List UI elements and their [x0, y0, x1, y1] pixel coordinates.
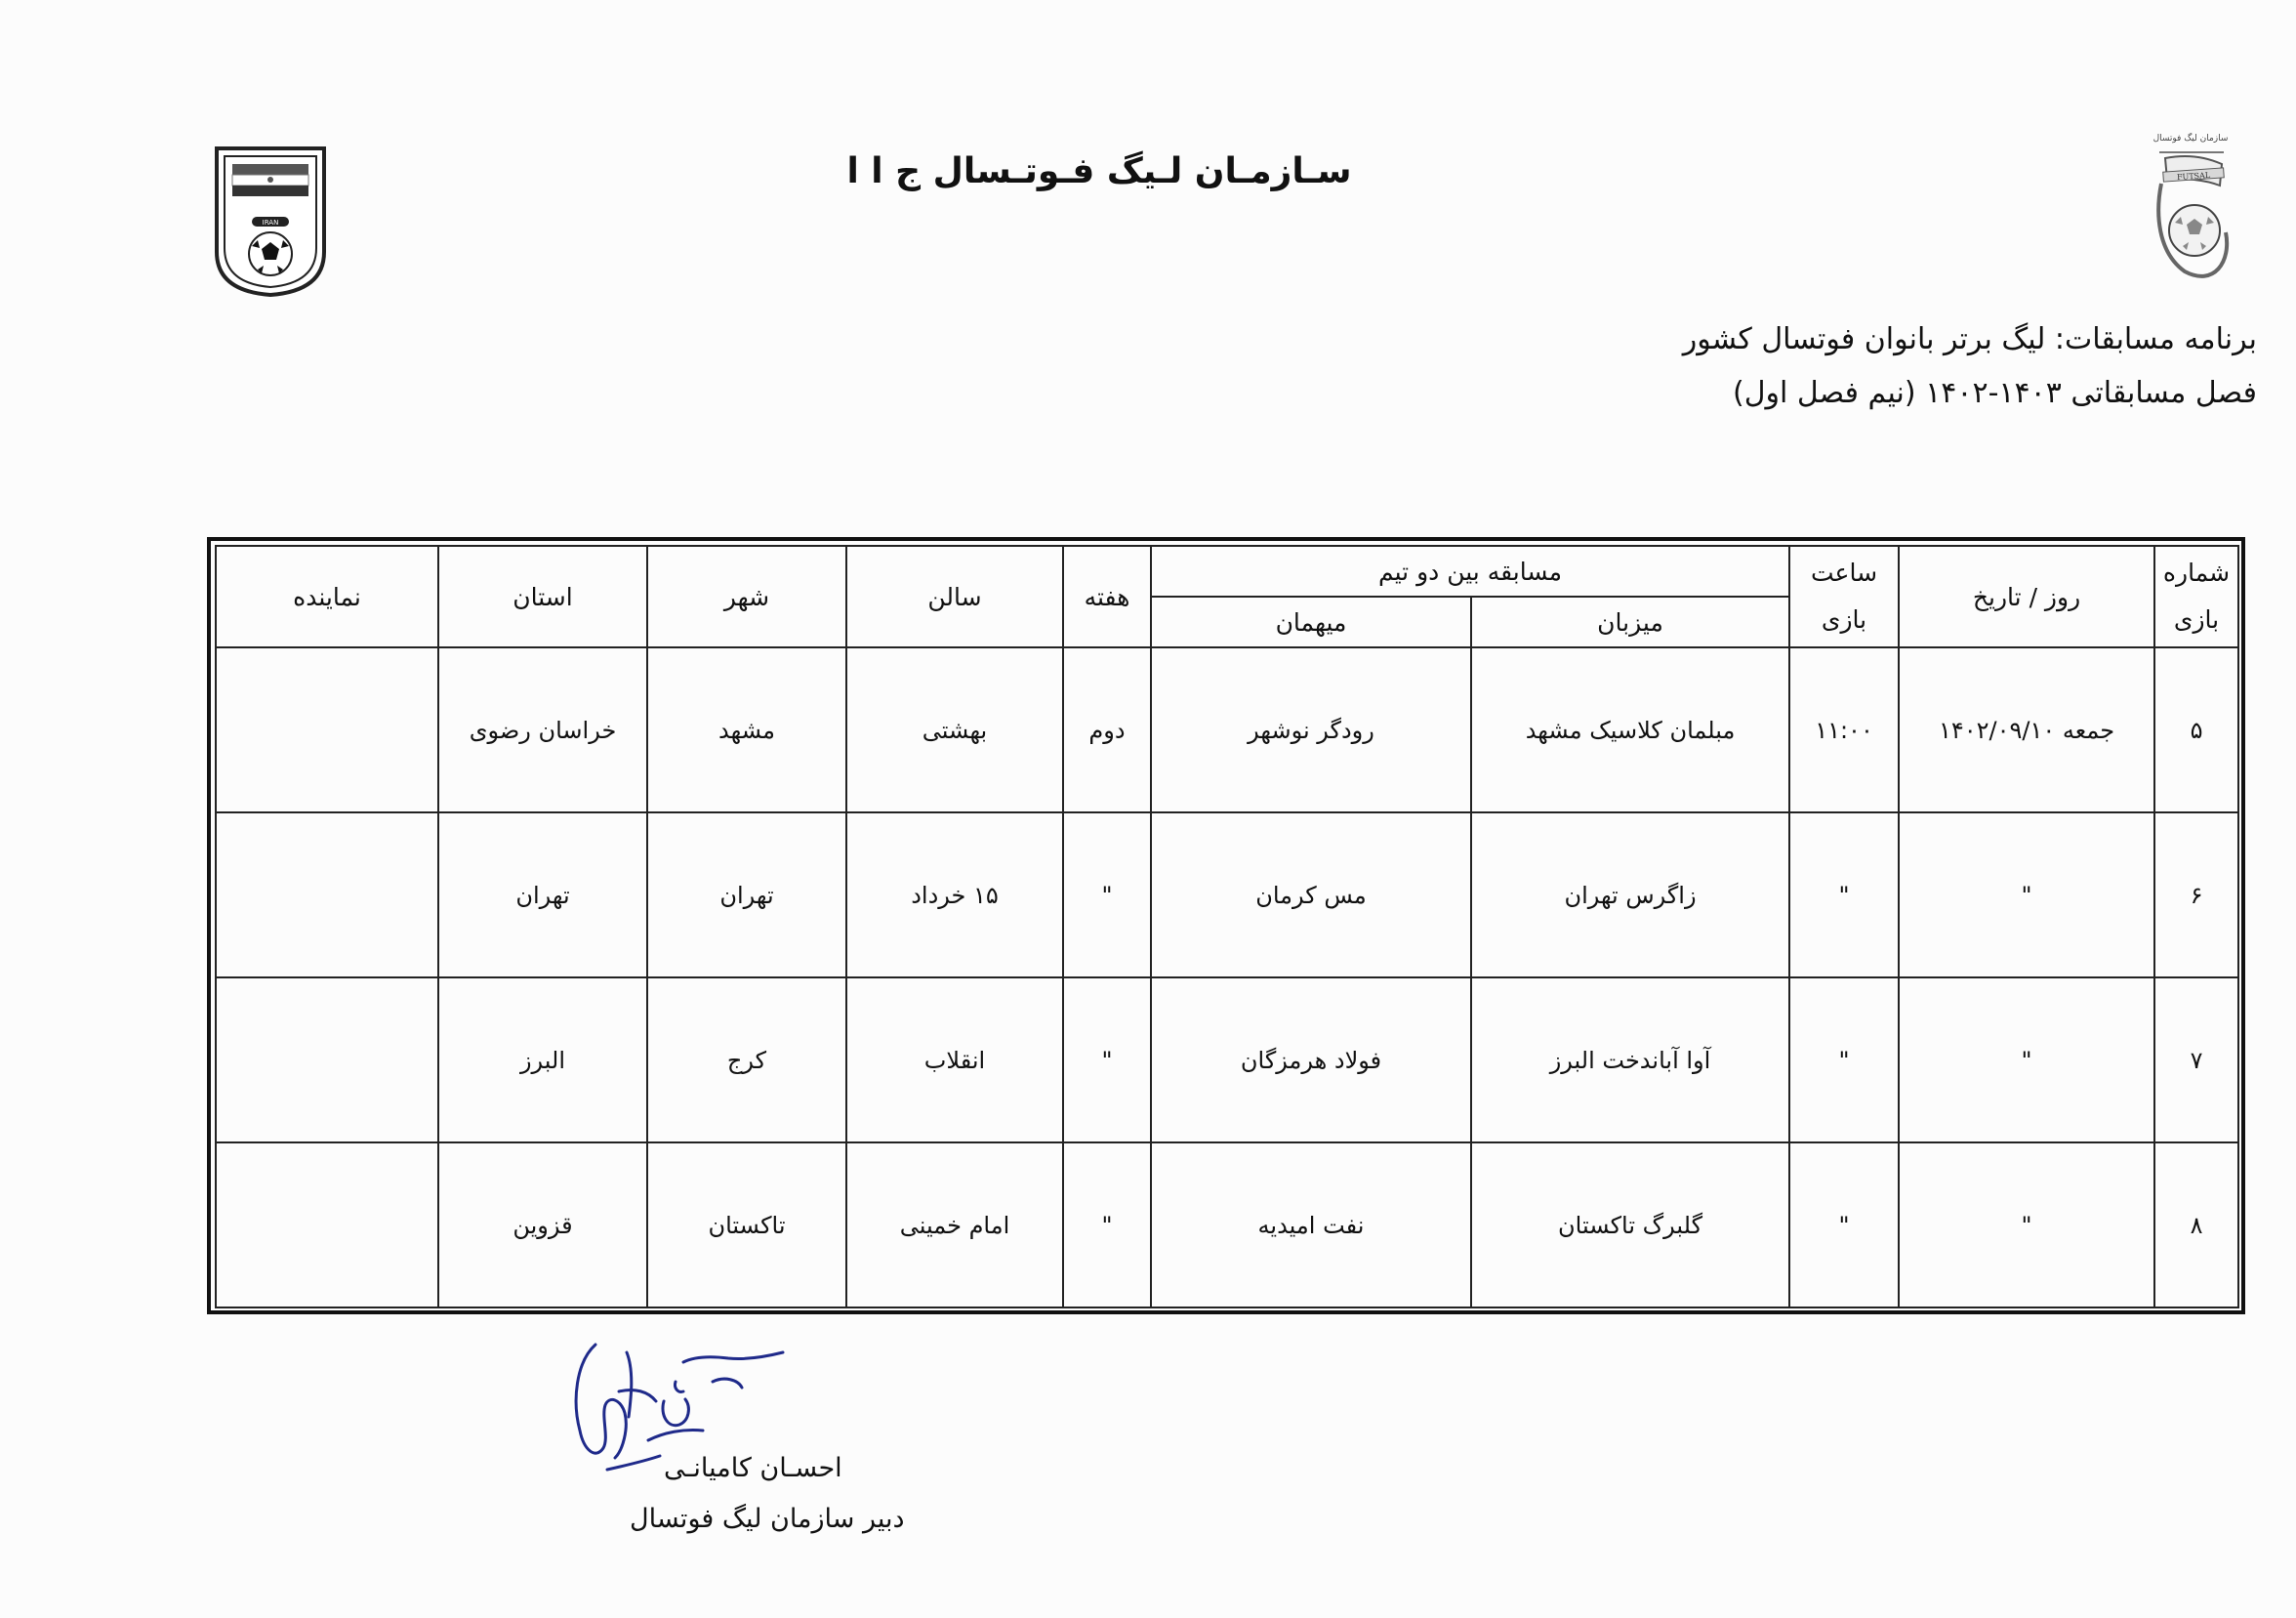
cell-hall: ۱۵ خرداد: [846, 812, 1063, 977]
cell-day-date: ": [1899, 1142, 2154, 1307]
logo-right-text: سازمان لیگ فوتسال: [2152, 134, 2229, 144]
cell-guest: نفت امیدیه: [1151, 1142, 1471, 1307]
col-header-match: مسابقه بین دو تیم: [1151, 546, 1789, 597]
col-header-province: استان: [438, 546, 647, 647]
col-header-day-date: روز / تاریخ: [1899, 546, 2154, 647]
cell-representative: [216, 977, 438, 1142]
cell-representative: [216, 1142, 438, 1307]
cell-guest: رودگر نوشهر: [1151, 647, 1471, 812]
col-header-time: ساعت بازی: [1789, 546, 1899, 647]
col-header-host: میزبان: [1471, 597, 1789, 647]
cell-day-date: ": [1899, 812, 2154, 977]
table-row: [216, 1142, 2238, 1307]
competition-name: برنامه مسابقات: لیگ برتر بانوان فوتسال کشور: [1682, 322, 2257, 356]
table-row: [216, 812, 2238, 977]
cell-game-number: ۷: [2154, 977, 2238, 1142]
cell-province: خراسان رضوی: [438, 647, 647, 812]
col-header-week: هفته: [1063, 546, 1151, 647]
federation-logo: [213, 145, 328, 299]
season-label: فصل مسابقاتی ۱۴۰۳-۱۴۰۲ (نیم فصل اول): [1733, 376, 2257, 410]
cell-guest: فولاد هرمزگان: [1151, 977, 1471, 1142]
cell-week: ": [1063, 812, 1151, 977]
col-header-representative: نماینده: [216, 546, 438, 647]
cell-guest: مس کرمان: [1151, 812, 1471, 977]
logo-right-band-text: FUTSAL: [2176, 170, 2211, 183]
cell-week: ": [1063, 1142, 1151, 1307]
cell-city: مشهد: [647, 647, 846, 812]
cell-host: مبلمان کلاسیک مشهد: [1471, 647, 1789, 812]
cell-province: تهران: [438, 812, 647, 977]
cell-day-date: ": [1899, 977, 2154, 1142]
cell-province: قزوین: [438, 1142, 647, 1307]
logo-left-text: IRAN: [262, 219, 279, 227]
cell-host: زاگرس تهران: [1471, 812, 1789, 977]
cell-week: دوم: [1063, 647, 1151, 812]
cell-time: ۱۱:۰۰: [1789, 647, 1899, 812]
signatory-role: دبیر سازمان لیگ فوتسال: [630, 1504, 905, 1534]
cell-day-date: جمعه ۱۴۰۲/۰۹/۱۰: [1899, 647, 2154, 812]
cell-representative: [216, 812, 438, 977]
cell-city: تهران: [647, 812, 846, 977]
futsal-league-logo: [2146, 125, 2235, 291]
cell-game-number: ۵: [2154, 647, 2238, 812]
cell-week: ": [1063, 977, 1151, 1142]
cell-host: آوا آباندخت البرز: [1471, 977, 1789, 1142]
cell-city: کرج: [647, 977, 846, 1142]
table-row: [216, 647, 2238, 812]
table-row: [216, 977, 2238, 1142]
cell-representative: [216, 647, 438, 812]
col-header-guest: میهمان: [1151, 597, 1471, 647]
signatory-name: احسـان کامیانـی: [664, 1453, 842, 1483]
cell-host: گلبرگ تاکستان: [1471, 1142, 1789, 1307]
cell-hall: انقلاب: [846, 977, 1063, 1142]
page-title: سـازمـان لـیگ فـوتـسال ج ا ا: [846, 151, 1352, 191]
cell-game-number: ۶: [2154, 812, 2238, 977]
cell-time: ": [1789, 1142, 1899, 1307]
cell-province: البرز: [438, 977, 647, 1142]
schedule-table: [215, 545, 2239, 1308]
cell-hall: امام خمینی: [846, 1142, 1063, 1307]
cell-hall: بهشتی: [846, 647, 1063, 812]
header-row: [216, 546, 2238, 597]
col-header-city: شهر: [647, 546, 846, 647]
col-header-game-number: شماره بازی: [2154, 546, 2238, 647]
cell-time: ": [1789, 977, 1899, 1142]
cell-time: ": [1789, 812, 1899, 977]
col-header-hall: سالن: [846, 546, 1063, 647]
cell-game-number: ۸: [2154, 1142, 2238, 1307]
cell-city: تاکستان: [647, 1142, 846, 1307]
